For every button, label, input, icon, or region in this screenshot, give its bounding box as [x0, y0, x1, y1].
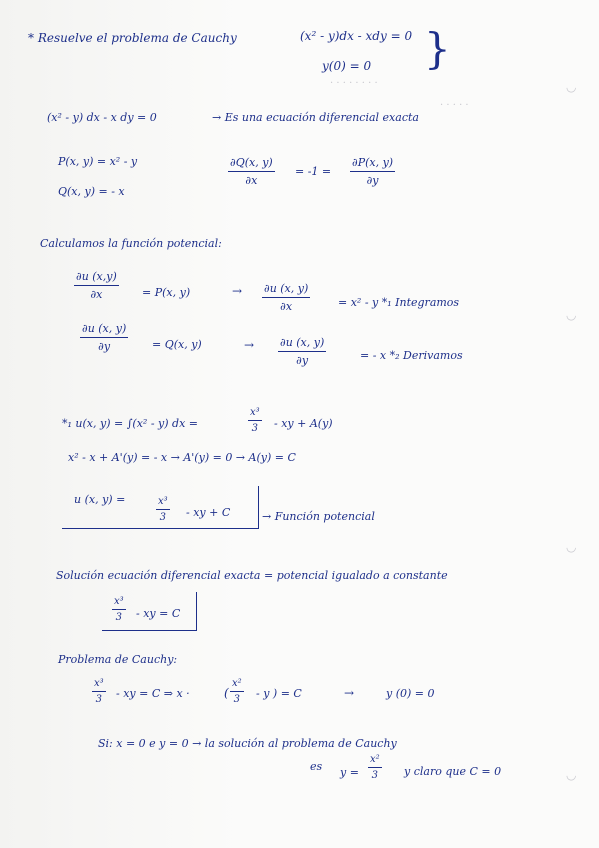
cauchy-equation: - xy = C ⇒ x ·: [116, 687, 190, 700]
arrow: →: [232, 284, 243, 298]
initial-condition: y(0) = 0: [322, 59, 372, 73]
cauchy-heading: Problema de Cauchy:: [58, 653, 178, 666]
fraction-denominator: ∂y: [296, 354, 309, 367]
arrow: →: [244, 338, 255, 352]
problem-statement: * Resuelve el problema de Cauchy: [28, 31, 237, 45]
bleed-through-mark: ◡: [566, 540, 577, 554]
p-definition: P(x, y) = x² - y: [58, 155, 138, 168]
general-solution: - xy = C: [136, 607, 181, 620]
integration-line: *₁ u(x, y) = ∫(x² - y) dx =: [62, 417, 199, 430]
fraction-denominator: 3: [159, 512, 167, 523]
x-cubed-over-3: [248, 407, 262, 434]
ode-line: (x² - y) dx - x dy = 0: [47, 111, 157, 124]
result-box: [62, 486, 259, 529]
fraction-denominator: 3: [233, 694, 241, 705]
exact-claim: → Es una ecuación diferencial exacta: [212, 111, 419, 124]
derivative-line: x² - x + A'(y) = - x → A'(y) = 0 → A(y) = C: [68, 451, 296, 464]
fraction-numerator: ∂u (x, y): [278, 336, 326, 352]
du-dx-fraction-2: [262, 282, 310, 313]
fraction-numerator: x³: [112, 596, 126, 610]
du-dy-fraction: [80, 322, 128, 353]
potential-result-rhs: - xy + C: [186, 506, 231, 519]
fraction-denominator: ∂x: [90, 288, 103, 301]
fraction-numerator: x³: [248, 407, 262, 421]
c-equals-zero: y claro que C = 0: [404, 765, 502, 778]
y-equals: y =: [340, 766, 359, 779]
x-squared-over-3: [230, 678, 244, 705]
fraction-denominator: ∂y: [98, 340, 111, 353]
bleed-through-mark: · · · · · · · ·: [330, 78, 378, 89]
q-definition: Q(x, y) = - x: [58, 185, 125, 198]
bleed-through-mark: · · · · ·: [440, 100, 469, 111]
potential-result-lhs: u (x, y) =: [74, 493, 126, 506]
derive-step: = - x *₂ Derivamos: [360, 349, 463, 362]
fraction-numerator: ∂u (x, y): [80, 322, 128, 338]
open-paren: (: [224, 686, 229, 700]
x-cubed-over-3: [92, 678, 106, 705]
fraction-denominator: 3: [371, 770, 379, 781]
fraction-denominator: ∂y: [366, 174, 379, 187]
fraction-numerator: ∂u (x,y): [74, 270, 119, 286]
fraction-numerator: ∂Q(x, y): [228, 156, 275, 172]
equation-line-1: (x² - y)dx - xdy = 0: [300, 29, 413, 43]
potential-heading: Calculamos la función potencial:: [40, 237, 222, 250]
fraction-denominator: ∂x: [280, 300, 293, 313]
fraction-denominator: ∂x: [245, 174, 258, 187]
x-squared-over-3: [368, 754, 382, 781]
es-word: es: [310, 760, 323, 773]
solution-statement: Solución ecuación diferencial exacta = potencial igualado a constante: [56, 569, 448, 582]
potential-label: → Función potencial: [262, 510, 375, 523]
fraction-numerator: x²: [230, 678, 244, 692]
fraction-denominator: 3: [251, 423, 259, 434]
exactness-equality: = -1 =: [295, 165, 332, 178]
bleed-through-mark: ◡: [566, 768, 577, 782]
bleed-through-mark: ◡: [566, 308, 577, 322]
fraction-numerator: ∂u (x, y): [262, 282, 310, 298]
dq-dx-fraction: [228, 156, 275, 187]
cauchy-condition: y (0) = 0: [386, 687, 435, 700]
fraction-numerator: x³: [92, 678, 106, 692]
curly-brace: }: [424, 24, 451, 73]
fraction-numerator: ∂P(x, y): [350, 156, 395, 172]
du-dy-equals-q: = Q(x, y): [152, 338, 202, 351]
integration-rest: - xy + A(y): [274, 417, 333, 430]
integrate-step: = x² - y *₁ Integramos: [338, 296, 460, 309]
arrow: →: [344, 686, 355, 700]
cauchy-conclusion: Si: x = 0 e y = 0 → la solución al problema de Cauchy: [98, 737, 397, 750]
fraction-denominator: 3: [115, 612, 123, 623]
du-dy-fraction-2: [278, 336, 326, 367]
fraction-denominator: 3: [95, 694, 103, 705]
bleed-through-mark: ◡: [566, 80, 577, 94]
fraction-numerator: x³: [156, 496, 170, 510]
solution-box: [102, 592, 197, 631]
du-dx-equals-p: = P(x, y): [142, 286, 191, 299]
cauchy-equation-end: - y ) = C: [256, 687, 302, 700]
fraction-numerator: x²: [368, 754, 382, 768]
dp-dy-fraction: [350, 156, 395, 187]
du-dx-fraction: [74, 270, 119, 301]
